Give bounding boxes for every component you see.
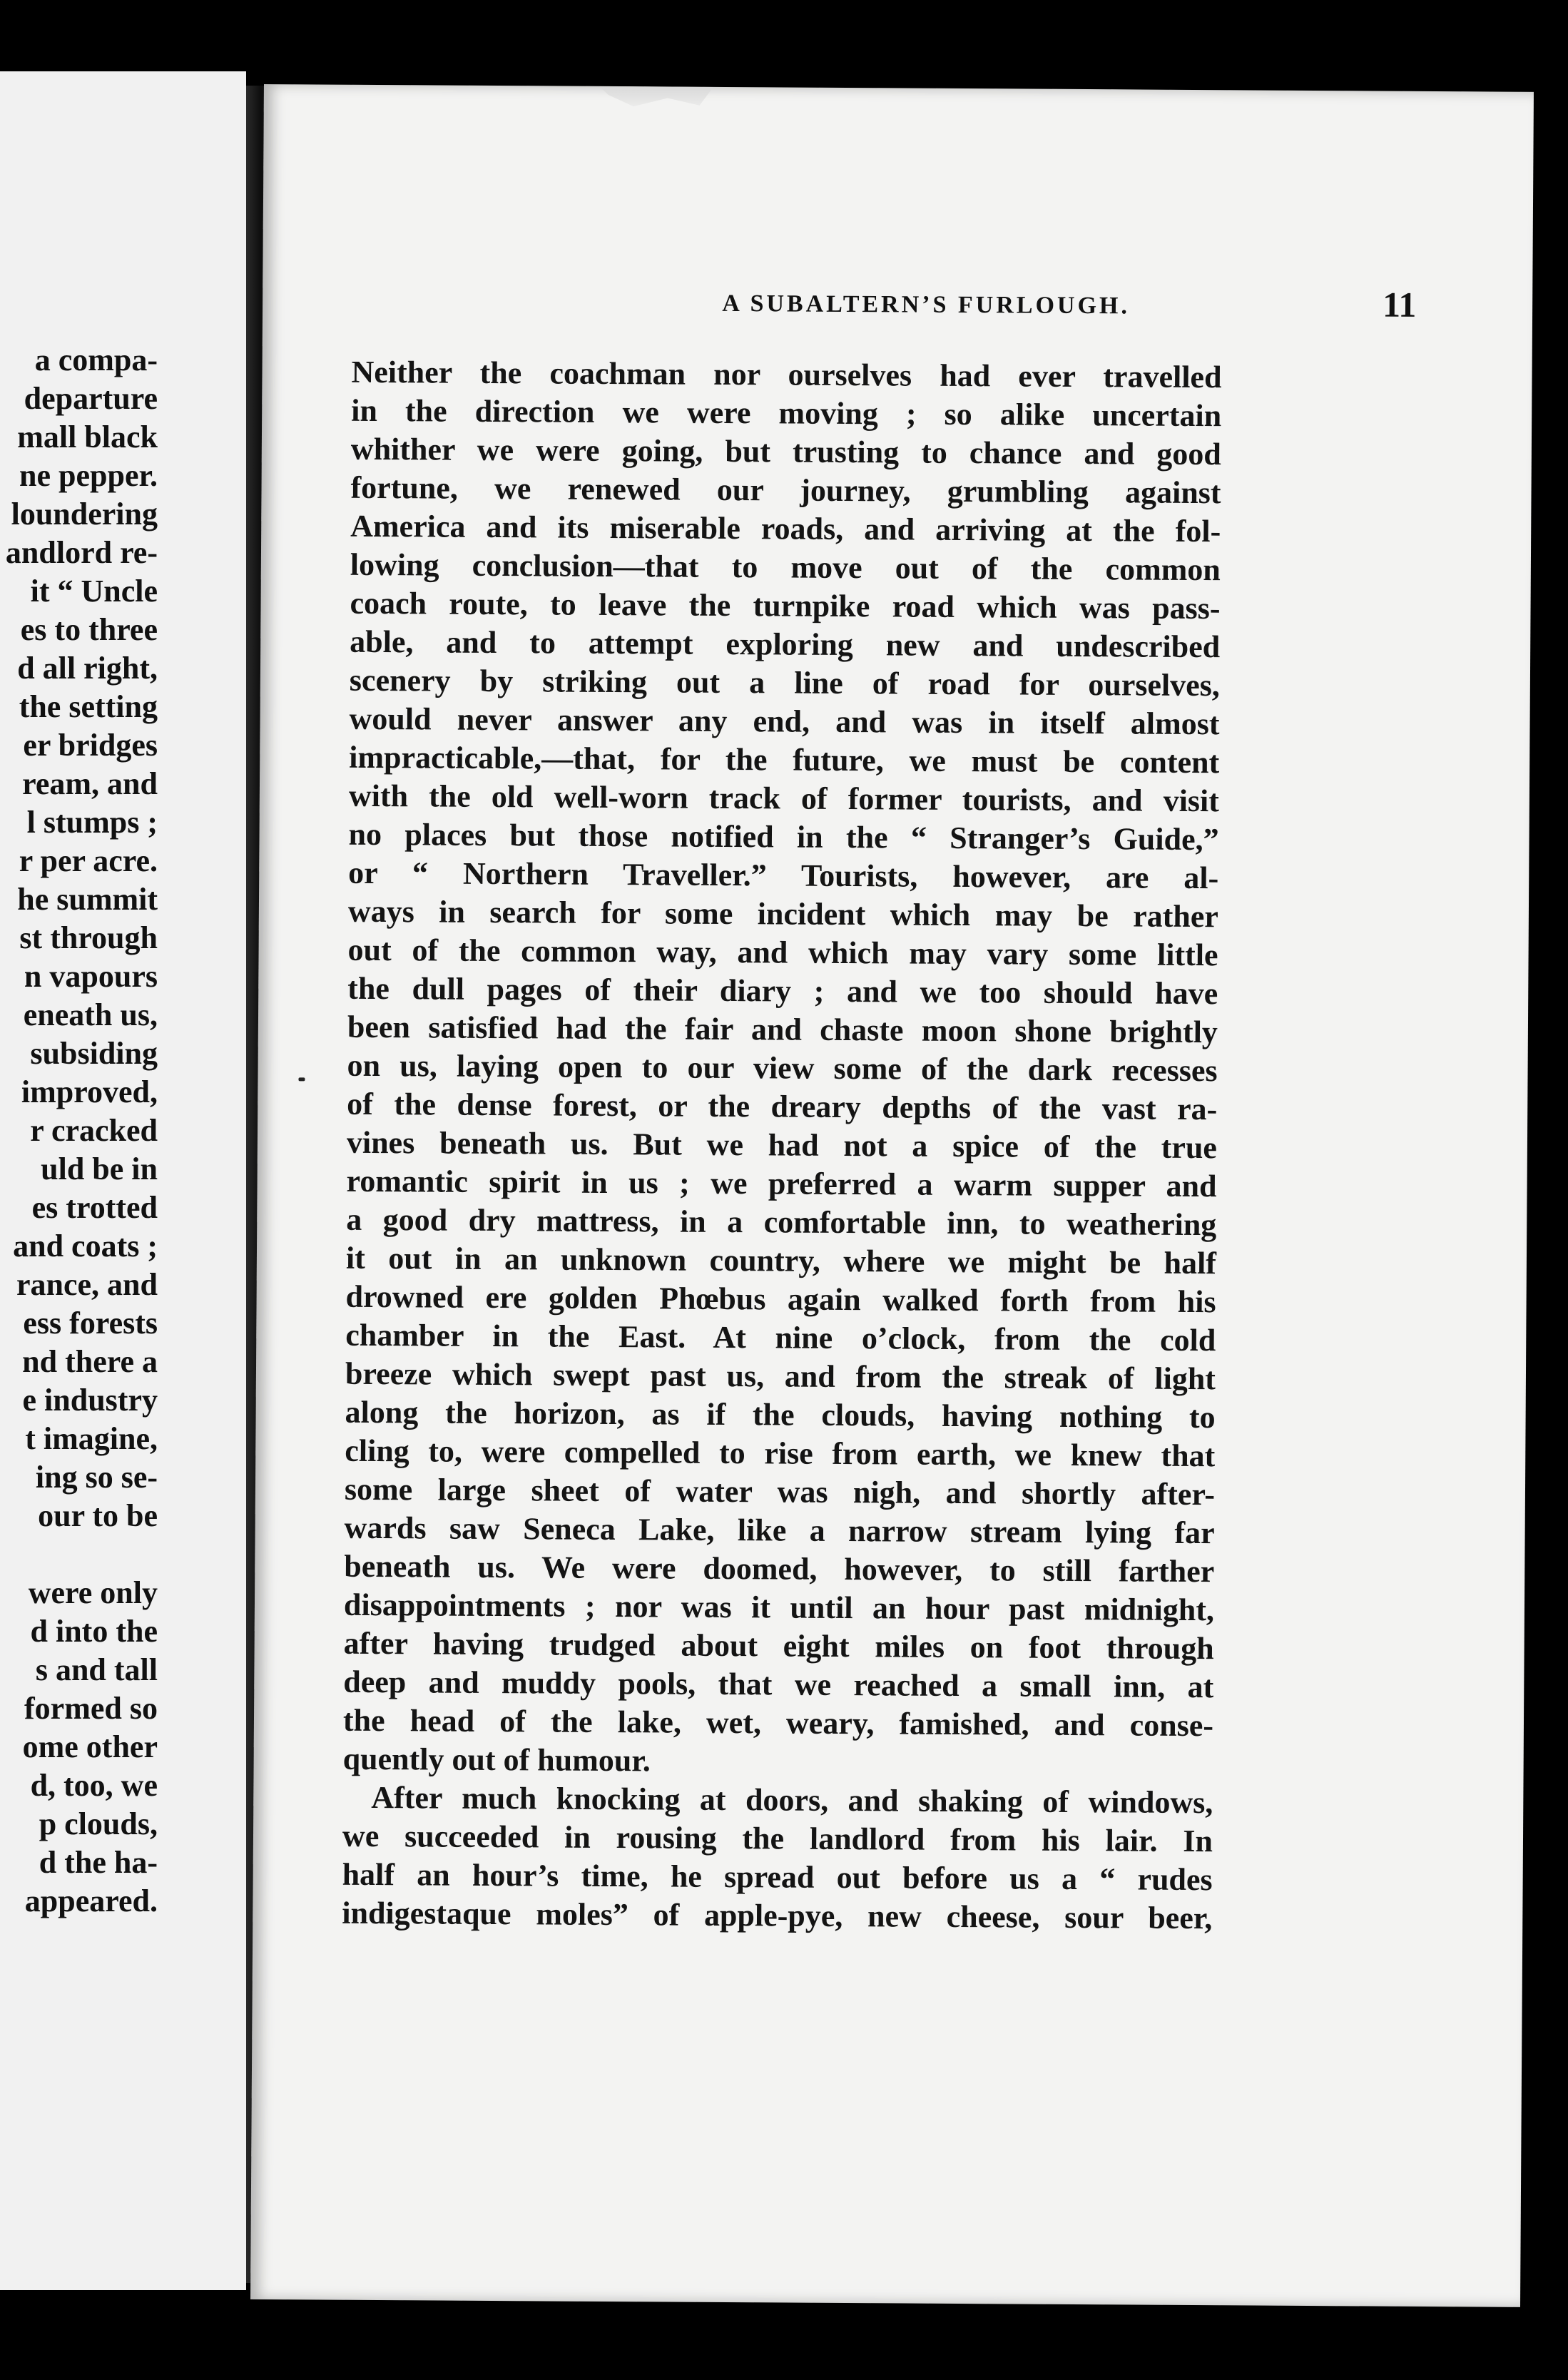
text-line: out of the common way, and which may vary some little	[347, 932, 1218, 973]
facing-page-line-fragment: andlord re-	[5, 535, 158, 570]
facing-page-line-fragment: ream, and	[22, 766, 158, 801]
text-line: after having trudged about eight miles on foot through	[343, 1625, 1214, 1667]
facing-page-line-fragment: l stumps ;	[26, 805, 158, 840]
text-line: lowing conclusion—that to move out of the common	[350, 546, 1221, 588]
text-line: disappointments ; nor was it until an hour past midnight,	[343, 1587, 1215, 1628]
text-line: coach route, to leave the turnpike road which was pass-	[350, 585, 1221, 626]
page-number: 11	[1382, 284, 1417, 325]
facing-page-line-fragment: the setting	[19, 689, 158, 724]
facing-page-line-fragment: mall black	[17, 419, 158, 454]
facing-page-line-fragment: er bridges	[23, 728, 158, 763]
facing-page-line-fragment: our to be	[38, 1498, 158, 1533]
text-line: indigestaque moles” of apple-pye, new cheese, sour beer,	[342, 1895, 1213, 1936]
text-line: wards saw Seneca Lake, like a narrow stream lying far	[344, 1510, 1215, 1551]
text-line: scenery by striking out a line of road for ourselves,	[349, 662, 1221, 703]
text-line: chamber in the East. At nine o’clock, from the cold	[345, 1317, 1216, 1358]
text-line: drowned ere golden Phœbus again walked forth from his	[345, 1278, 1216, 1320]
text-line: we succeeded in rousing the landlord from his lair. In	[342, 1818, 1213, 1859]
facing-page-line-fragment: formed so	[24, 1691, 158, 1726]
facing-page-line-fragment: a compa-	[34, 342, 158, 377]
facing-page-line-fragment: ne pepper.	[19, 458, 158, 493]
text-line: ways in search for some incident which may be rather	[347, 893, 1219, 935]
text-line: whither we were going, but trusting to chance and good	[350, 431, 1222, 472]
text-line: impracticable,—that, for the future, we must be content	[349, 739, 1220, 780]
facing-page-line-fragment: were only	[28, 1575, 158, 1610]
book-page-11	[250, 84, 1534, 2307]
facing-page-line-fragment: d the ha-	[39, 1845, 158, 1880]
text-line: been satisfied had the fair and chaste moon shone brightly	[347, 1009, 1218, 1050]
text-line: in the direction we were moving ; so alike uncertain	[351, 392, 1222, 434]
page-body-text	[342, 353, 1222, 1938]
facing-page-line-fragment: r cracked	[30, 1113, 158, 1148]
facing-page-line-fragment: ess forests	[23, 1306, 158, 1341]
facing-page-line-fragment: es to three	[20, 612, 158, 647]
text-line: romantic spirit in us ; we preferred a warm supper and	[346, 1163, 1217, 1204]
facing-page-line-fragment: st through	[19, 920, 158, 955]
facing-page-line-fragment: t imagine,	[25, 1421, 158, 1456]
facing-page-line-fragment: d all right,	[17, 651, 158, 686]
running-head: A SUBALTERN’S FURLOUGH.	[722, 290, 1131, 320]
facing-page-line-fragment: r per acre.	[19, 843, 158, 878]
text-line: along the horizon, as if the clouds, having nothing to	[345, 1394, 1216, 1435]
text-line: the dull pages of their diary ; and we too should have	[347, 970, 1218, 1012]
facing-page-line-fragment: ing so se-	[35, 1460, 158, 1495]
text-line: deep and muddy pools, that we reached a small inn, at	[343, 1664, 1214, 1705]
facing-page-line-fragment: rance, and	[16, 1267, 158, 1302]
text-line: of the dense forest, or the dreary depths of the vast ra-	[347, 1086, 1218, 1127]
text-line: cling to, were compelled to rise from earth, we knew that	[345, 1433, 1216, 1474]
text-line: beneath us. We were doomed, however, to still farther	[344, 1548, 1215, 1590]
facing-page-line-fragment: d, too, we	[30, 1768, 158, 1803]
facing-page-line-fragment: n vapours	[24, 959, 158, 994]
facing-page-line-fragment: p clouds,	[39, 1806, 158, 1841]
text-line: able, and to attempt exploring new and undescribed	[350, 624, 1221, 665]
facing-page-line-fragment: loundering	[11, 497, 158, 532]
torn-paper-mark	[599, 86, 713, 116]
text-line: no places but those notified in the “ Stranger’s Guide,”	[348, 816, 1219, 858]
text-line: a good dry mattress, in a comfortable inn, to weathering	[346, 1201, 1217, 1243]
facing-page-line-fragment: improved,	[21, 1074, 158, 1109]
facing-page-left	[0, 71, 246, 2290]
text-line: half an hour’s time, he spread out before us a “ rudes	[342, 1856, 1213, 1898]
text-line: it out in an unknown country, where we might be half	[345, 1240, 1217, 1281]
text-line: America and its miserable roads, and arriving at the fol-	[350, 508, 1221, 549]
text-line: some large sheet of water was nigh, and shortly after-	[344, 1471, 1216, 1512]
text-line: fortune, we renewed our journey, grumbling against	[350, 469, 1221, 511]
text-line: breeze which swept past us, and from the streak of light	[345, 1356, 1216, 1397]
facing-page-line-fragment: appeared.	[24, 1883, 158, 1918]
facing-page-line-fragment: es trotted	[31, 1190, 158, 1225]
facing-page-line-fragment: nd there a	[22, 1344, 158, 1379]
margin-ink-mark	[298, 1077, 305, 1081]
facing-page-line-fragment: he summit	[17, 882, 158, 917]
text-line: the head of the lake, wet, weary, famished, and conse-	[342, 1702, 1214, 1744]
facing-page-line-fragment: e industry	[22, 1383, 158, 1418]
facing-page-line-fragment: s and tall	[35, 1652, 158, 1687]
facing-page-line-fragment: departure	[24, 381, 158, 416]
text-line: vines beneath us. But we had not a spice of the true	[346, 1124, 1218, 1166]
facing-page-line-fragment: uld be in	[41, 1151, 158, 1186]
facing-page-line-fragment: d into the	[30, 1614, 158, 1649]
text-line: After much knocking at doors, and shaking of windows,	[371, 1779, 1213, 1821]
facing-page-line-fragment: subsiding	[30, 1036, 158, 1071]
facing-page-line-fragment: and coats ;	[13, 1229, 158, 1263]
text-line: with the old well-worn track of former tourists, and visit	[348, 778, 1220, 819]
text-line: or “ Northern Traveller.” Tourists, however, are al-	[348, 855, 1219, 896]
text-line: quently out of humour.	[342, 1741, 651, 1779]
facing-page-line-fragment: it “ Uncle	[30, 574, 158, 609]
text-line: on us, laying open to our view some of the dark recesses	[347, 1047, 1218, 1089]
facing-page-line-fragment: eneath us,	[23, 997, 158, 1032]
text-line: would never answer any end, and was in itself almost	[349, 701, 1220, 742]
text-line: Neither the coachman nor ourselves had ever travelled	[351, 354, 1222, 395]
facing-page-line-fragment: ome other	[22, 1729, 158, 1764]
